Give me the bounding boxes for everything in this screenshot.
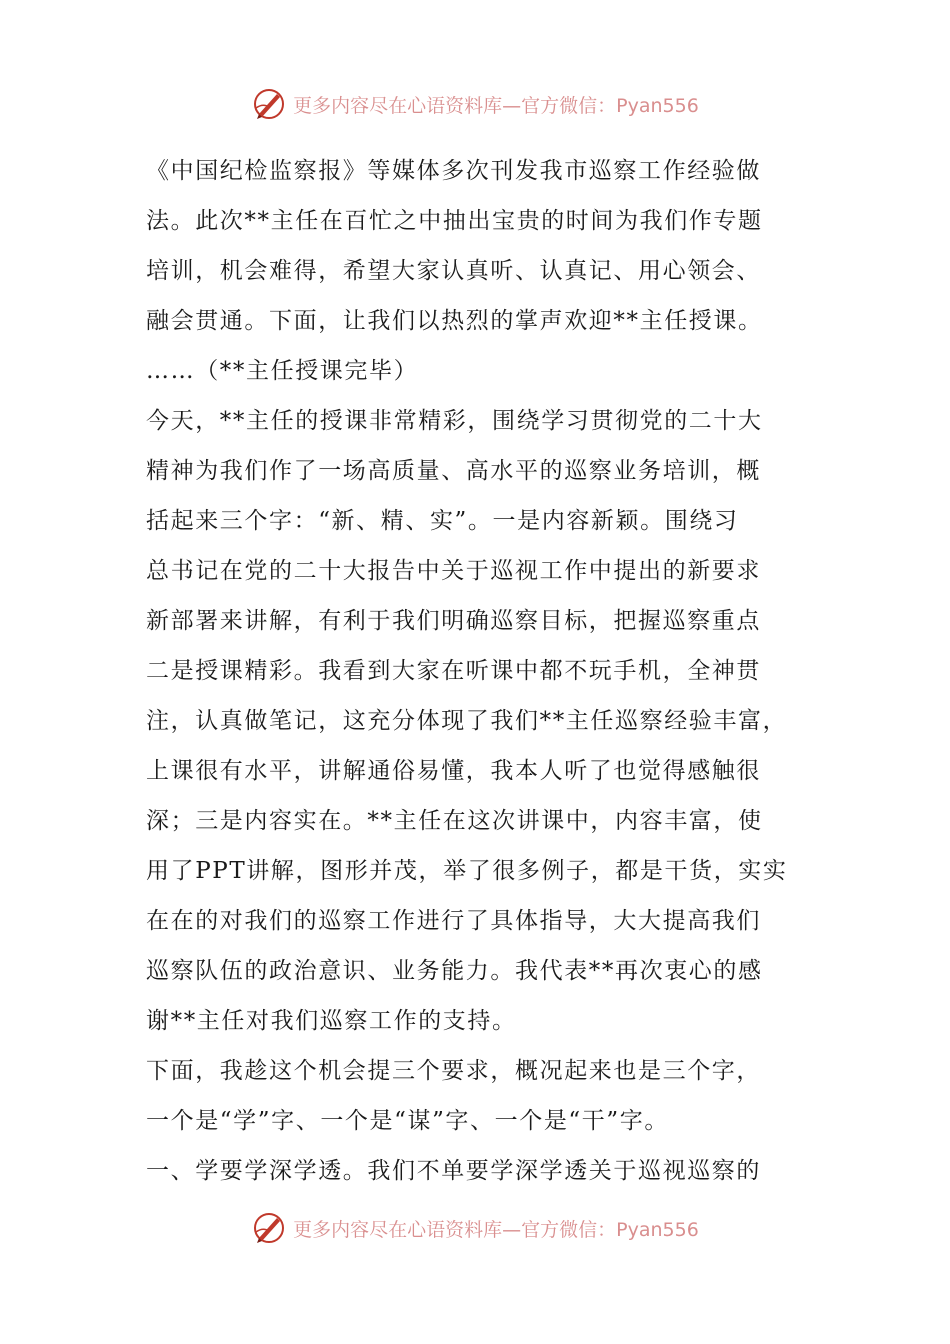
- body-line: 注，认真做笔记，这充分体现了我们**主任巡察经验丰富，: [146, 708, 788, 734]
- footer-watermark-banner: [0, 1208, 950, 1248]
- body-line: 融会贯通。下面，让我们以热烈的掌声欢迎**主任授课。: [146, 308, 763, 334]
- body-line: 《中国纪检监察报》等媒体多次刊发我市巡察工作经验做: [146, 158, 761, 184]
- header-banner-text: 更多内容尽在心语资料库—官方微信：Pyan556: [293, 94, 699, 117]
- pen-logo-icon: [251, 1210, 287, 1246]
- body-line: 新部署来讲解，有利于我们明确巡察目标，把握巡察重点: [146, 608, 761, 634]
- body-line: 谢**主任对我们巡察工作的支持。: [146, 1008, 517, 1034]
- body-line: ……（**主任授课完毕）: [146, 358, 419, 384]
- body-line: 今天，**主任的授课非常精彩，围绕学习贯彻党的二十大: [146, 408, 763, 434]
- pen-logo-icon: [251, 86, 287, 122]
- body-line: 巡察队伍的政治意识、业务能力。我代表**再次衷心的感: [146, 958, 763, 984]
- body-line: 法。此次**主任在百忙之中抽出宝贵的时间为我们作专题: [146, 208, 763, 234]
- body-line: 培训，机会难得，希望大家认真听、认真记、用心领会、: [146, 258, 761, 284]
- body-line: 在在的对我们的巡察工作进行了具体指导，大大提高我们: [146, 908, 761, 934]
- body-line: 二是授课精彩。我看到大家在听课中都不玩手机，全神贯: [146, 658, 761, 684]
- header-watermark-banner: [0, 84, 950, 124]
- body-line: 总书记在党的二十大报告中关于巡视工作中提出的新要求: [146, 558, 761, 584]
- body-line: 一个是“学”字、一个是“谋”字、一个是“干”字。: [146, 1108, 669, 1134]
- footer-banner-text: 更多内容尽在心语资料库—官方微信：Pyan556: [293, 1218, 699, 1241]
- body-line: 括起来三个字：“新、精、实”。一是内容新颖。围绕习: [146, 508, 739, 534]
- body-line: 精神为我们作了一场高质量、高水平的巡察业务培训，概: [146, 458, 761, 484]
- body-line: 上课很有水平，讲解通俗易懂，我本人听了也觉得感触很: [146, 758, 761, 784]
- body-line: 用了PPT讲解，图形并茂，举了很多例子，都是干货，实实: [146, 858, 788, 884]
- document-body: [146, 146, 826, 1196]
- body-line: 深；三是内容实在。**主任在这次讲课中，内容丰富，使: [146, 808, 763, 834]
- body-line: 下面，我趁这个机会提三个要求，概况起来也是三个字，: [146, 1058, 761, 1084]
- body-line: 一、学要学深学透。我们不单要学深学透关于巡视巡察的: [146, 1158, 761, 1184]
